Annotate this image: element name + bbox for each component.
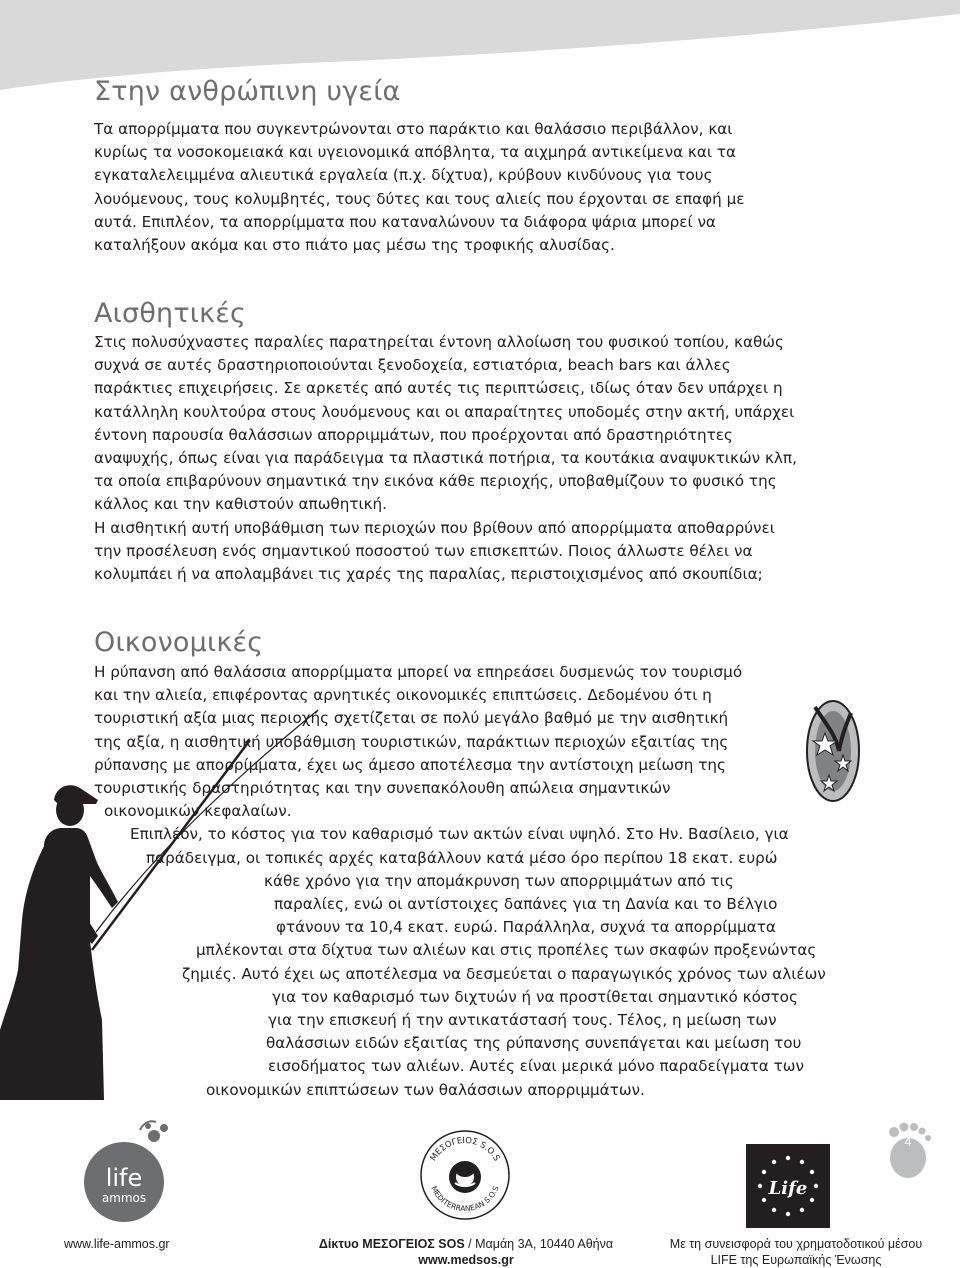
- life-ammos-logo: [78, 1118, 188, 1228]
- footer-address: [306, 1236, 626, 1252]
- section-body-aesthetic: [94, 331, 884, 586]
- text-line: συχνά σε αυτές δραστηριοποιούνται ξενοδοχεία, εστιατόρια, beach bars και άλλες: [94, 356, 731, 375]
- text-line: παράδειγμα, οι τοπικές αρχές καταβάλλουν κατά μέσο όρο περίπου 18 εκατ. ευρώ: [146, 848, 778, 867]
- text-line: κατάλληλη κουλτούρα στους λουόμενους και οι απαραίτητες υποδομές στην ακτή, υπάρχει: [94, 402, 795, 421]
- section-title-economic: Οικονομικές: [94, 627, 264, 658]
- footer-address-rest: / Μαμάη 3Α, 10440 Αθήνα: [464, 1237, 614, 1251]
- text-line: οικονομικών επιπτώσεων των θαλάσσιων απορριμμάτων.: [206, 1080, 645, 1099]
- text-line: Στις πολυσύχναστες παραλίες παρατηρείται έντονη αλλοίωση του φυσικού τοπίου, καθώς: [94, 333, 784, 351]
- section-body-health: [94, 118, 884, 257]
- text-line: για τον καθαρισμό των διχτυών ή να προστίθεται σημαντικό κόστος: [272, 987, 798, 1006]
- mesogeios-arc-top-text: ΜΕΣΟΓΕΙΟΣ S.O.S: [428, 1135, 502, 1164]
- text-line: κυρίως τα νοσοκομειακά και υγειονομικά απόβλητα, τα αιχμηρά αντικείμενα και τα: [94, 143, 737, 162]
- page-number: 4: [904, 1134, 912, 1149]
- footer-right: [660, 1236, 932, 1268]
- text-line: Επιπλέον, το κόστος για τον καθαρισμό των ακτών είναι υψηλό. Στο Ην. Βασίλειο, για: [130, 825, 789, 844]
- text-line: την προσέλευση ενός σημαντικού ποσοστού των επισκεπτών. Ποιος άλλωστε θέλει να: [94, 541, 753, 560]
- text-line: θαλάσσιων ειδών εξαιτίας της ρύπανσης συνεπάγεται και μείωση του: [266, 1034, 802, 1053]
- text-line: τα οποία επιβαρύνουν σημαντικά την εικόνα κάθε περιοχής, υποβαθμίζουν το φυσικό της: [94, 472, 777, 491]
- text-line: παραλίες, ενώ οι αντίστοιχες δαπάνες για τη Δανία και το Βέλγιο: [274, 895, 778, 914]
- eu-life-logo: [746, 1144, 830, 1228]
- footer-center: [306, 1236, 626, 1268]
- footer-network-name: Δίκτυο ΜΕΣΟΓΕΙΟΣ SOS: [318, 1237, 465, 1251]
- text-line: κάλλος και την καθιστούν απωθητική.: [94, 495, 388, 514]
- footer-medsos-url[interactable]: www.medsos.gr: [418, 1253, 514, 1267]
- text-line: αναψυχής, όπως είναι για παράδειγμα τα πλαστικά ποτήρια, τα κουτάκια αναψυκτικών κλπ,: [94, 449, 797, 468]
- text-line: για την επισκευή ή την αντικατάστασή τους. Τέλος, η μείωση των: [268, 1011, 777, 1030]
- text-line: Η ρύπανση από θαλάσσια απορρίμματα μπορεί να επηρεάσει δυσμενώς τον τουρισμό: [94, 663, 743, 681]
- text-line: έντονη παρουσία θαλάσσιων απορριμμάτων, που προέρχονται από δραστηριότητες: [94, 425, 733, 444]
- text-line: αυτά. Επιπλέον, τα απορρίμματα που καταναλώνουν τα διάφορα ψάρια μπορεί να: [94, 212, 716, 231]
- text-line: καταλήξουν ακόμα και στο πιάτο μας μέσω της τροφικής αλυσίδας.: [94, 236, 615, 255]
- text-line: κολυμπάει ή να απολαμβάνει τις χαρές της παραλίας, περιστοιχισμένος από σκουπίδια;: [94, 565, 763, 584]
- mesogeios-sos-logo: [415, 1125, 515, 1225]
- text-line: φτάνουν τα 10,4 εκατ. ευρώ. Παράλληλα, συχνά τα απορρίμματα: [276, 918, 776, 937]
- text-line: Η αισθητική αυτή υποβάθμιση των περιοχών που βρίθουν από απορρίμματα αποθαρρύνει: [94, 518, 775, 537]
- text-line: Τα απορρίμματα που συγκεντρώνονται στο παράκτιο και θαλάσσιο περιβάλλον, και: [94, 120, 733, 138]
- eu-life-text: Life: [768, 1178, 808, 1199]
- footer-left: [64, 1236, 170, 1252]
- text-line: εισοδήματος των αλιέων. Αυτές είναι μερικά μόνο παραδείγματα των: [268, 1057, 804, 1076]
- text-line: της αξία, η αισθητική υποβάθμιση τουριστικών, παράκτιων περιοχών εξαιτίας της: [94, 732, 729, 751]
- fisherman-silhouette: [0, 700, 330, 1100]
- life-ammos-top-text: life: [105, 1164, 143, 1192]
- text-line: και την αλιεία, επιφέροντας αρνητικές οικονομικές επιπτώσεις. Δεδομένου ότι η: [94, 686, 712, 705]
- text-line: κάθε χρόνο για την απομάκρυνση των απορριμμάτων από τις: [264, 871, 734, 890]
- footer-funding-line1: Με τη συνεισφορά του χρηματοδοτικού μέσου: [669, 1237, 923, 1251]
- life-ammos-bottom-text: ammos: [101, 1191, 147, 1205]
- text-line: τουριστική αξία μιας περιοχής σχετίζεται σε πολύ μεγάλο βαθμό με την αισθητική: [94, 709, 729, 728]
- text-line: οικονομικών κεφαλαίων.: [104, 802, 292, 821]
- footprint-icon: [880, 1120, 936, 1180]
- text-line: εγκαταλελειμμένα αλιευτικά εργαλεία (π.χ. δίχτυα), κρύβουν κινδύνους για τους: [94, 166, 713, 185]
- section-title-health: Στην ανθρώπινη υγεία: [94, 76, 401, 107]
- text-line: ρύπανσης με απορρίμματα, έχει ως άμεσο αποτέλεσμα την αντίστοιχη μείωση της: [94, 755, 726, 774]
- text-line: ζημιές. Αυτό έχει ως αποτέλεσμα να δεσμεύεται ο παραγωγικός χρόνος των αλιέων: [182, 964, 826, 983]
- mesogeios-arc-bottom-text: MEDITERRANEAN S.O.S: [429, 1184, 501, 1214]
- text-line: παράκτιες επιχειρήσεις. Σε αρκετές από αυτές τις περιπτώσεις, ιδίως όταν δεν υπάρχει η: [94, 379, 783, 398]
- text-line: τουριστικής δραστηριότητας και την συνεπακόλουθη απώλεια σημαντικών: [94, 779, 671, 798]
- flip-flop-icon: [795, 693, 865, 805]
- text-line: μπλέκονται στα δίχτυα των αλιέων και στις προπέλες των σκαφών προξενώντας: [196, 941, 817, 960]
- section-title-aesthetic: Αισθητικές: [94, 298, 247, 329]
- footer-life-ammos-url[interactable]: www.life-ammos.gr: [64, 1237, 170, 1251]
- text-line: λουόμενους, τους κολυμβητές, τους δύτες και τους αλιείς που έρχονται σε επαφή με: [94, 189, 745, 208]
- footer-funding-line2: LIFE της Ευρωπαϊκής Ένωσης: [710, 1253, 882, 1267]
